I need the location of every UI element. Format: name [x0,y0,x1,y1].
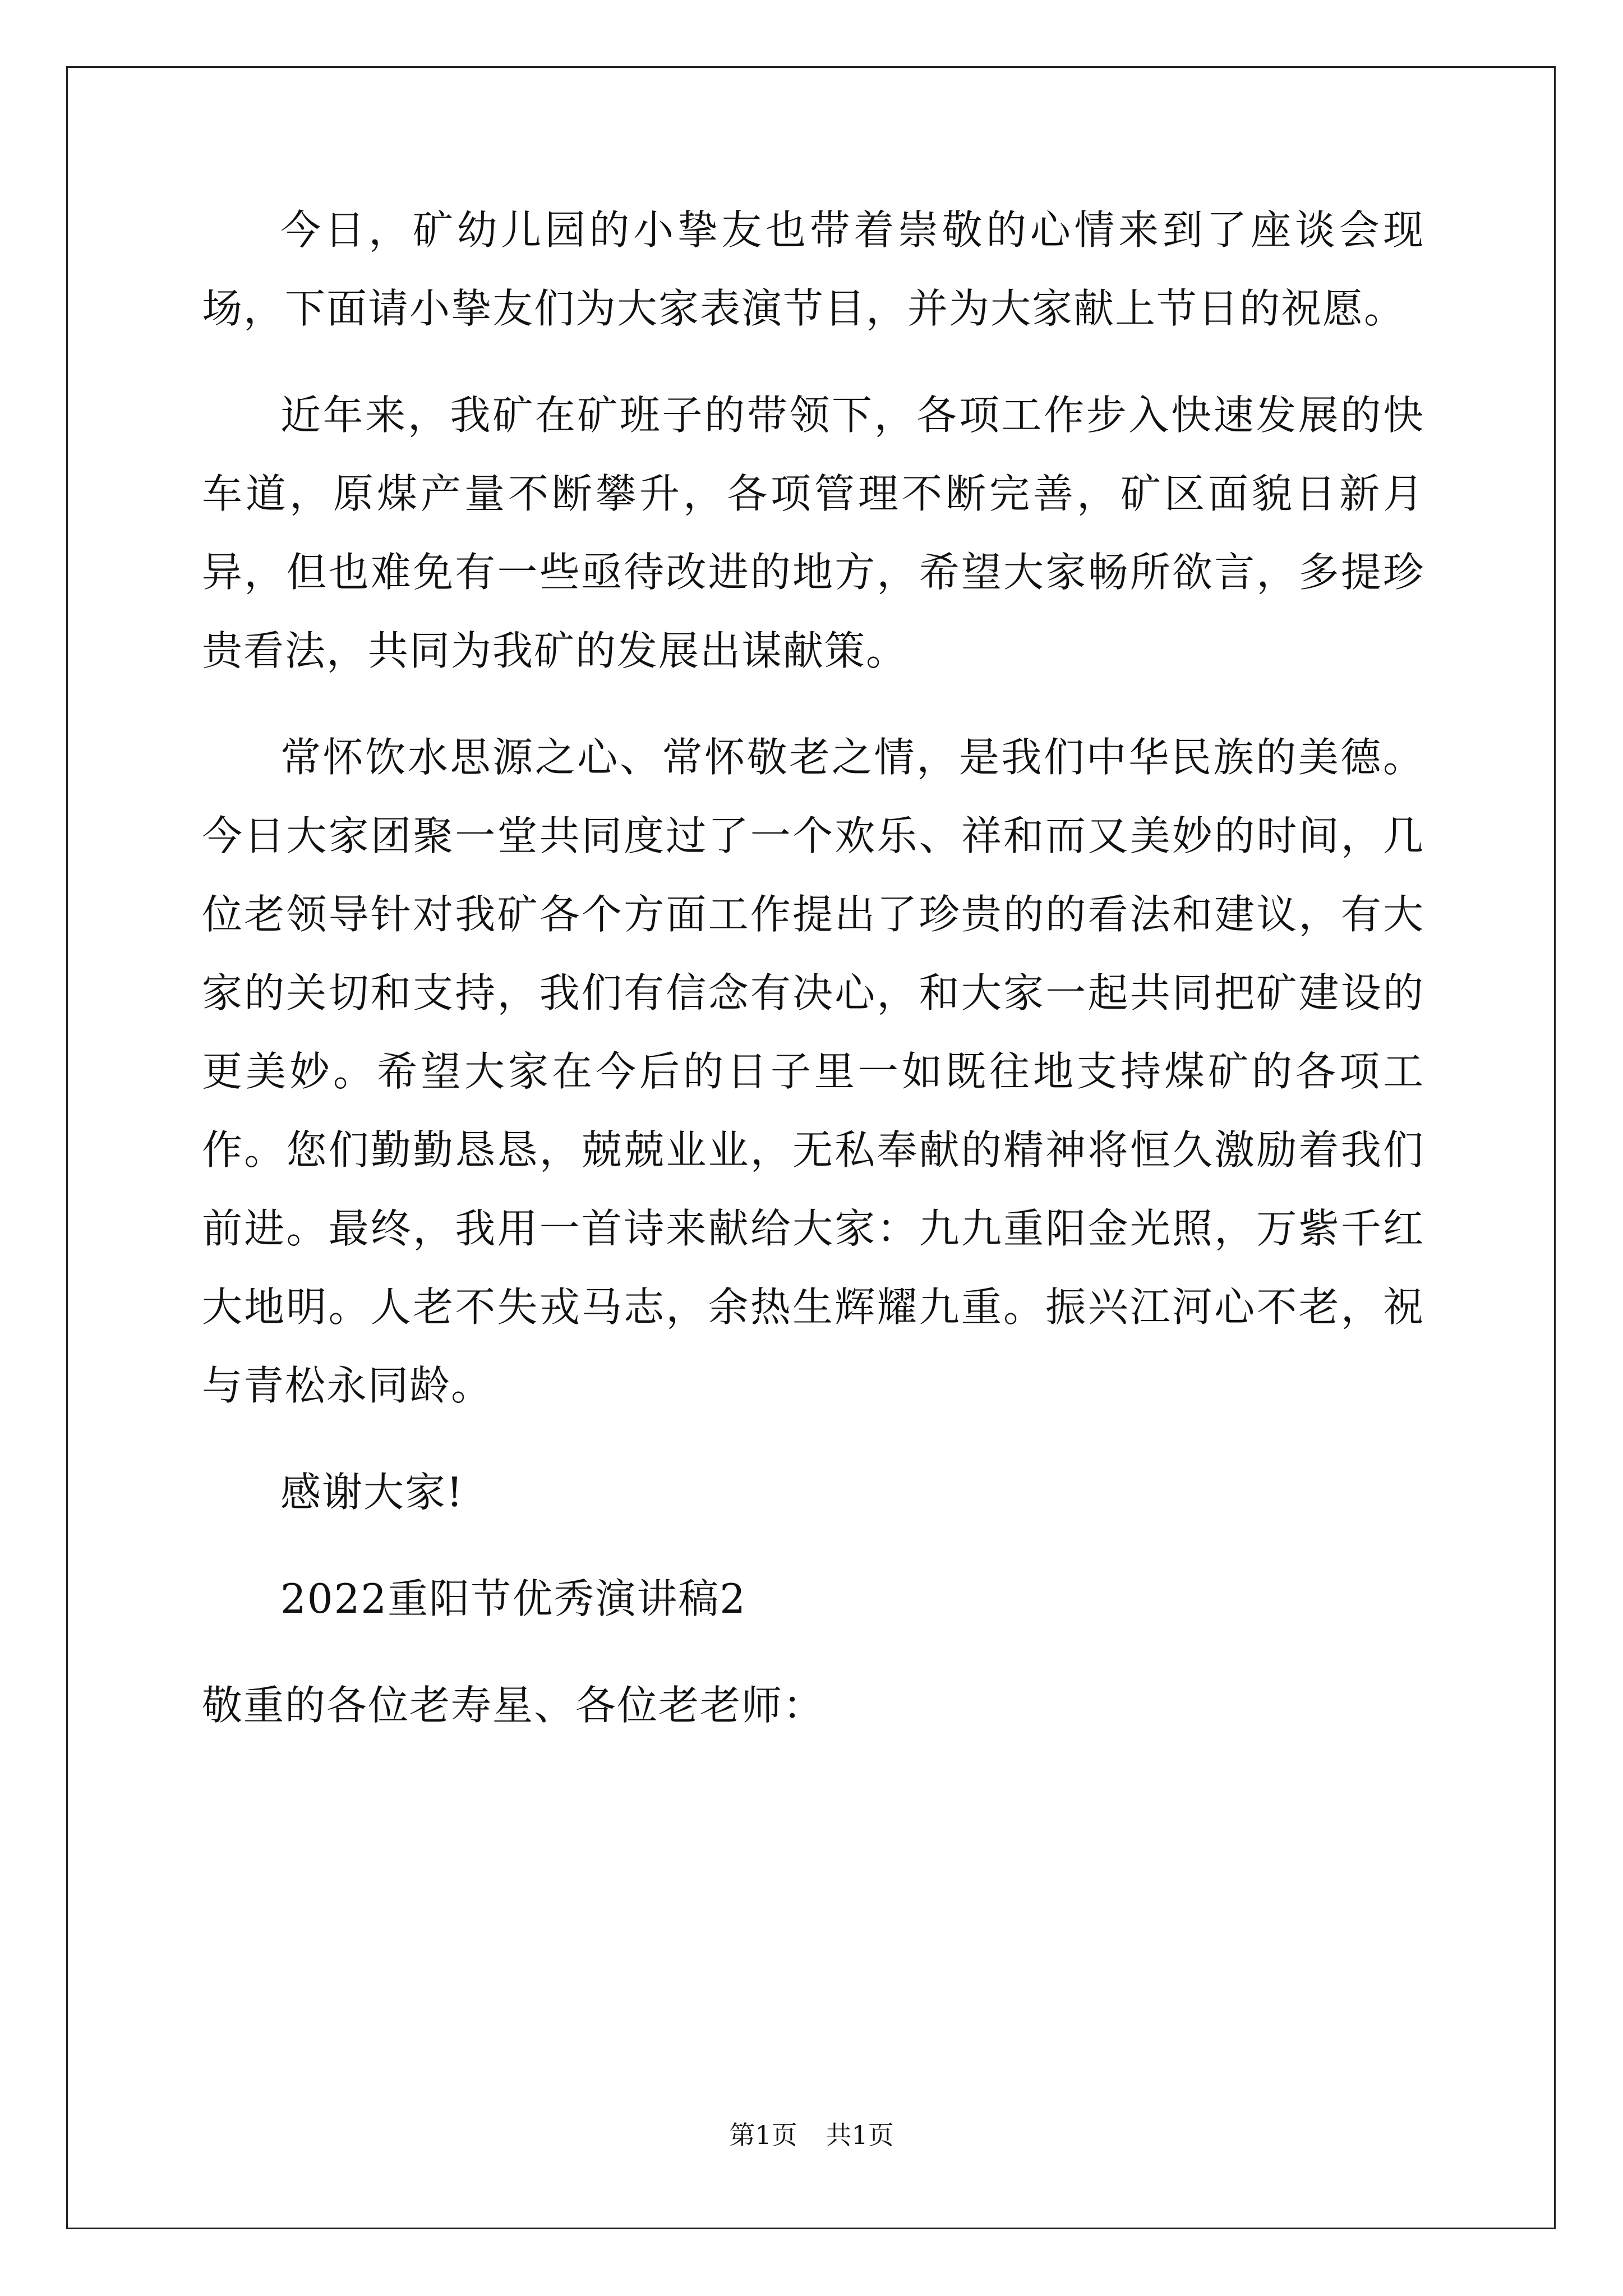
salutation: 敬重的各位老寿星、各位老老师： [202,1682,825,1729]
paragraph-2: 近年来，我矿在矿班子的带领下，各项工作步入快速发展的快车道，原煤产量不断攀升，各项管理不断完善，矿区面貌日新月异，但也难免有一些亟待改进的地方，希望大家畅所欲言，多提珍贵看法，共同为我矿的发展出谋献策。 [202,392,1424,674]
page-footer [0,2115,1623,2152]
paragraph-thanks: 感谢大家! [280,1469,464,1516]
document-body [202,191,1424,1745]
page-number-total: 共1页 [826,2120,894,2150]
section-title: 2022重阳节优秀演讲稿2 [280,1575,747,1622]
page-number-current: 第1页 [729,2120,797,2150]
paragraph-3: 常怀饮水思源之心、常怀敬老之情，是我们中华民族的美德。今日大家团聚一堂共同度过了一个欢乐、祥和而又美妙的时间，几位老领导针对我矿各个方面工作提出了珍贵的的看法和建议，有大家的关切和支持，我们有信念有决心，和大家一起共同把矿建设的更美妙。希望大家在今后的日子里一如既往地支持煤矿的各项工作。您们勤勤恳恳，兢兢业业，无私奉献的精神将恒久激励着我们前进。最终，我用一首诗来献给大家：九九重阳金光照，万紫千红大地明。人老不失戎马志，余热生辉耀九重。振兴江河心不老，祝与青松永同龄。 [202,734,1424,1409]
paragraph-1: 今日，矿幼儿园的小挚友也带着崇敬的心情来到了座谈会现场，下面请小挚友们为大家表演节目，并为大家献上节日的祝愿。 [202,206,1424,332]
